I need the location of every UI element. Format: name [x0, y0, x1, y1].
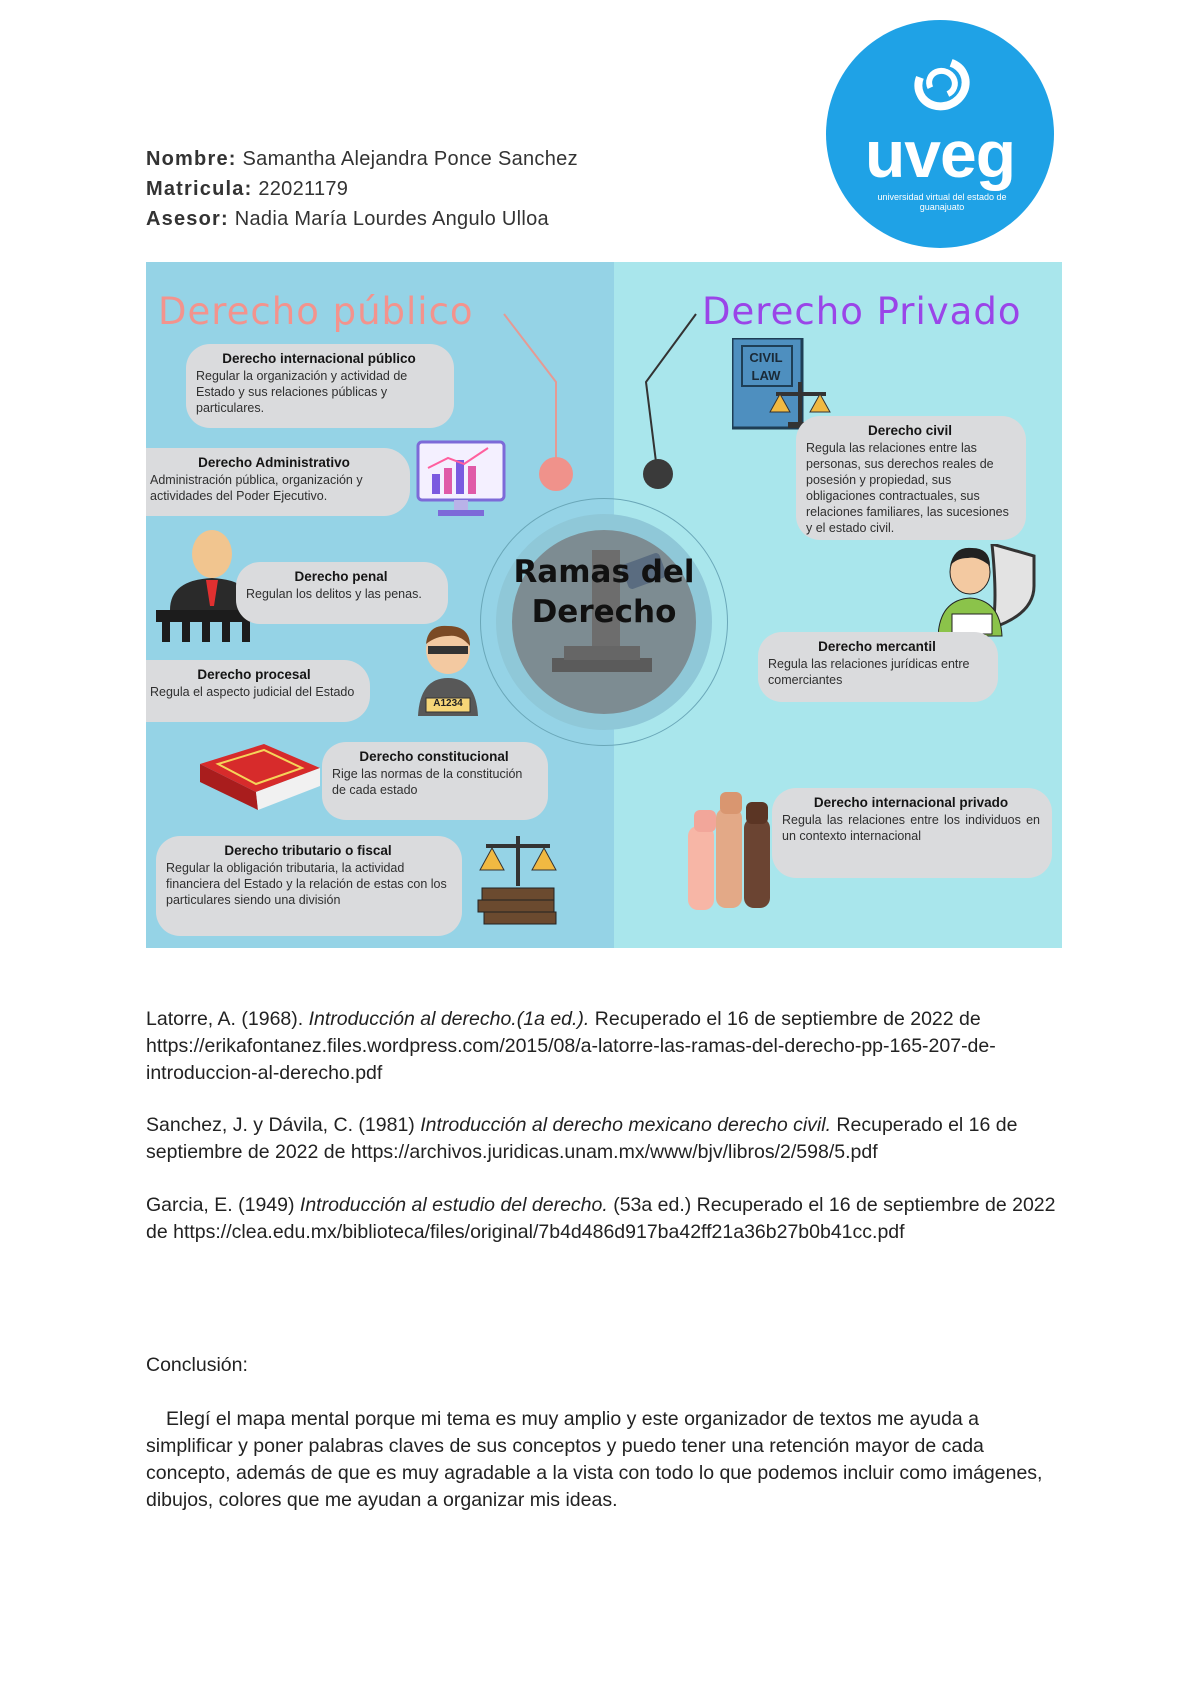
card-derecho-civil	[796, 416, 1026, 540]
card-title: Derecho internacional privado	[813, 795, 1009, 810]
name-value: Samantha Alejandra Ponce Sanchez	[242, 148, 578, 170]
card-title: Derecho penal	[294, 569, 388, 584]
card-desc: Regular la obligación tributaria, la actividad financiera del Estado y la relación de estas con los particulares siendo una división	[166, 861, 447, 907]
student-shield-icon	[938, 544, 1046, 640]
card-derecho-internacional-privado	[772, 788, 1052, 878]
public-law-title: Derecho público	[158, 290, 474, 333]
card-desc: Rige las normas de la constitución de cada estado	[332, 767, 523, 797]
constitution-book-icon	[200, 744, 320, 810]
card-title: Derecho tributario o fiscal	[224, 843, 392, 858]
advisor-value: Nadia María Lourdes Angulo Ulloa	[234, 208, 549, 230]
card-title: Derecho civil	[867, 423, 953, 438]
reference-3	[146, 1192, 1066, 1246]
student-info	[146, 144, 578, 234]
card-derecho-constitucional	[322, 742, 548, 820]
logo-word: uveg	[864, 117, 1016, 191]
reference-source: Recuperado el 16 de septiembre de 2022 de https://erikafontanez.files.wordpress.com/2015/08/a-latorre-las-ramas-del-derecho-pp-165-207-de-introduccion-al-derecho.pdf	[146, 1008, 996, 1084]
raised-fists-icon	[684, 790, 776, 912]
civil-label: CIVIL	[749, 350, 783, 365]
advisor-line	[146, 204, 578, 234]
advisor-label: Asesor:	[146, 208, 229, 230]
card-derecho-tributario	[156, 836, 462, 936]
law-label: LAW	[751, 368, 781, 383]
reference-title: Introducción al derecho.(1a ed.).	[308, 1008, 590, 1030]
scales-books-icon	[476, 836, 560, 928]
reference-author: Garcia, E. (1949)	[146, 1194, 300, 1216]
card-derecho-internacional-publico	[186, 344, 454, 428]
card-title: Derecho internacional público	[222, 351, 416, 366]
id-line	[146, 174, 578, 204]
card-derecho-procesal	[146, 660, 370, 722]
card-derecho-mercantil	[758, 632, 998, 702]
private-law-title: Derecho Privado	[702, 290, 1022, 333]
card-derecho-administrativo	[146, 448, 410, 516]
card-desc: Regula las relaciones jurídicas entre comerciantes	[768, 657, 970, 687]
mind-map-infographic	[146, 262, 1062, 948]
analytics-monitor-icon	[414, 438, 510, 522]
id-value: 22021179	[258, 178, 349, 200]
center-title: Ramas del Derecho	[513, 554, 695, 630]
prisoner-tag: A1234	[433, 698, 463, 709]
right-pendulum-ball	[643, 459, 673, 489]
left-pendulum-ball	[539, 457, 573, 491]
card-desc: Regula las relaciones entre los individuos en un contexto internacional	[782, 813, 1040, 843]
reference-source: Recuperado el 16 de septiembre de 2022 de https://archivos.juridicas.unam.mx/www/bjv/libros/2/598/5.pdf	[146, 1114, 1018, 1163]
uveg-logo	[826, 20, 1054, 248]
reference-title: Introducción al estudio del derecho.	[299, 1194, 608, 1216]
conclusion-text: Elegí el mapa mental porque mi tema es muy amplio y este organizador de textos me ayuda a simplificar y poner palabras claves de sus conceptos y puedo tener una retención mayor de cada concepto, además de que es muy agradable a la vista con todo lo que podemos incluir como imágenes, dibujos, colores que me ayudan a organizar mis ideas.	[146, 1408, 1043, 1511]
card-desc: Regulan los delitos y las penas.	[246, 587, 422, 601]
id-label: Matricula:	[146, 178, 253, 200]
card-derecho-penal	[236, 562, 448, 624]
conclusion-heading: Conclusión:	[146, 1354, 248, 1376]
left-pendulum-line	[504, 314, 556, 462]
reference-2	[146, 1112, 1066, 1166]
card-desc: Regula el aspecto judicial del Estado	[150, 685, 355, 699]
card-desc: Regular la organización y actividad de Estado y sus relaciones públicas y particulares.	[196, 369, 408, 415]
logo-subtitle: universidad virtual del estado de guanajuato	[877, 192, 1007, 212]
reference-author: Sanchez, J. y Dávila, C. (1981)	[146, 1114, 421, 1136]
reference-source: (53a ed.) Recuperado el 16 de septiembre de 2022 de https://clea.edu.mx/biblioteca/files/original/7b4d486d917ba42ff21a36b27b0b41cc.pdf	[146, 1194, 1056, 1243]
card-desc: Regula las relaciones entre las personas, sus derechos reales de posesión y propiedad, sus obligaciones contractuales, sus relaciones familiares, las sucesiones y el estado civil.	[806, 441, 1009, 535]
card-title: Derecho Administrativo	[198, 455, 350, 470]
reference-title: Introducción al derecho mexicano derecho civil.	[420, 1114, 832, 1136]
card-title: Derecho procesal	[197, 667, 311, 682]
reference-author: Latorre, A. (1968).	[146, 1008, 309, 1030]
card-desc: Administración pública, organización y actividades del Poder Ejecutivo.	[150, 473, 363, 503]
name-label: Nombre:	[146, 148, 237, 170]
name-line	[146, 144, 578, 174]
card-title: Derecho constitucional	[359, 749, 509, 764]
right-pendulum-line	[646, 314, 696, 462]
reference-1	[146, 1006, 1066, 1087]
card-title: Derecho mercantil	[818, 639, 936, 654]
